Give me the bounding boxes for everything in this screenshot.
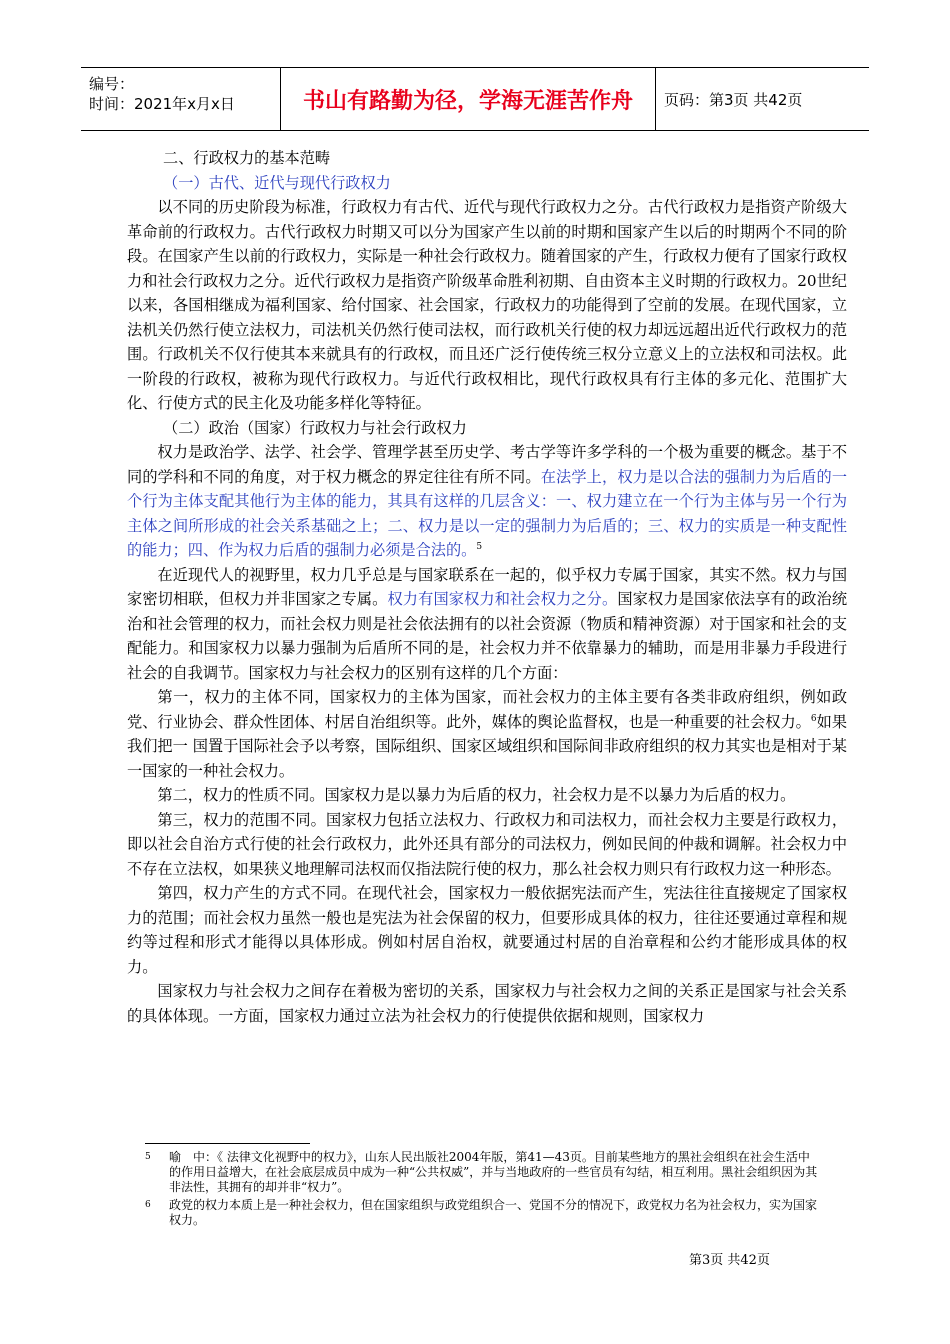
paragraph-3: [127, 563, 847, 686]
paragraph-3-text-c: 国家权力是国家依法享有的政治统治和社会管理的权力，而社会权力则是社会依法拥有的以社会资源（物质和精神资源）对于国家和社会的支配能力。和国家权力以暴力强制为后盾所不同的是，社会权力并不依靠暴力的辅助，而是用非暴力手段进行社会的自我调节。国家权力与社会权力的区别有这样的几个方面：: [127, 590, 848, 682]
paragraph-3-text-a: 在近现代人的视野里，权力几乎总是与国家联系在一起的，似乎权力专属于国家，其实不然。权力与国家密切相联，但权力并非国家之专属。: [127, 565, 847, 608]
footnote-text: 喻 中：《 法律文化视野中的权力》，山东人民出版社2004年版，第41—43页。目前某些地方的黑社会组织在社会生活中的作用日益增大，在社会底层成员中成为一种“公共权威”，并与当地政府的一些官员有勾结，相互利用。黑社会组织因为其非法性，其拥有的却并非“权力”。: [169, 1150, 818, 1194]
document-body: [127, 146, 847, 1028]
paragraph-7: 第四，权力产生的方式不同。在现代社会，国家权力一般依据宪法而产生，宪法往往直接规定了国家权力的范围；而社会权力虽然一般也是宪法为社会保留的权力，但要形成具体的权力，往往还要通过章程和规约等过程和形式才能得以具体形成。例如村居自治权，就要通过村居的自治章程和公约才能形成具体的权力。: [127, 884, 847, 976]
header-table: [81, 67, 869, 131]
paragraph-4: [127, 685, 847, 783]
section-title: 二、行政权力的基本范畴: [163, 149, 331, 167]
page-footer: 第3页 共42页: [689, 1253, 770, 1268]
paragraph-8: 国家权力与社会权力之间存在着极为密切的关系，国家权力与社会权力之间的关系正是国家与社会关系的具体体现。一方面，国家权力通过立法为社会权力的行使提供依据和规则，国家权力: [127, 982, 847, 1025]
header-meta: [81, 68, 281, 130]
paragraph-4-text-a: 第一，权力的主体不同，国家权力的主体为国家，而社会权力的主体主要有各类非政府组织，例如政党、行业协会、群众性团体、村居自治组织等。此外，媒体的舆论监督权，也是一种重要的社会权力。: [127, 688, 847, 731]
footnote-5: [145, 1150, 825, 1195]
footnote-number: 6: [145, 1200, 151, 1210]
number-label: 编号：: [89, 75, 135, 93]
page-code: 页码：第3页 共42页: [664, 90, 803, 109]
subsection-title-1: （一）古代、近代与现代行政权力: [163, 173, 391, 192]
footnote-text: 政党的权力本质上是一种社会权力，但在国家组织与政党组织合一、党国不分的情况下，政党权力名为社会权力，实为国家权力。: [169, 1198, 818, 1227]
footnote-number: 5: [145, 1152, 151, 1162]
paragraph-6: 第三，权力的范围不同。国家权力包括立法权力、行政权力和司法权力，而社会权力主要是行政权力，即以社会自治方式行使的社会行政权力，此外还具有部分的司法权力，例如民间的仲裁和调解。社会权力中不存在立法权，如果狭义地理解司法权而仅指法院行使的权力，那么社会权力则只有行政权力这一种形态。: [127, 810, 847, 878]
footnote-ref-6[interactable]: 6: [810, 713, 817, 724]
paragraph-3-highlight: 权力有国家权力和社会权力之分。: [387, 590, 618, 608]
footnote-ref-5[interactable]: 5: [476, 541, 483, 552]
paragraph-4-text-b: 如果我们把一 国置于国际社会予以考察，国际组织、国家区域组织和国际间非政府组织的权力其实也是相对于某一国家的一种社会权力。: [127, 712, 848, 780]
paragraph-2: [127, 440, 847, 563]
motto: 书山有路勤为径，学海无涯苦作舟: [281, 68, 656, 130]
paragraph-1: 以不同的历史阶段为标准，行政权力有古代、近代与现代行政权力之分。古代行政权力是指资产阶级大革命前的行政权力。古代行政权力时期又可以分为国家产生以前的时期和国家产生以后的时期两个不同的阶段。在国家产生以前的行政权力，实际是一种社会行政权力。随着国家的产生，行政权力便有了国家行政权力和社会行政权力之分。近代行政权力是指资产阶级革命胜利初期、自由资本主义时期的行政权力。20世纪以来，各国相继成为福利国家、给付国家、社会国家，行政权力的功能得到了空前的发展。在现代国家，立法机关仍然行使立法权力，司法机关仍然行使司法权，而行政机关行使的权力却远远超出近代行政权力的范围。行政机关不仅行使其本来就具有的行政权，而且还广泛行使传统三权分立意义上的立法权和司法权。此一阶段的行政权，被称为现代行政权力。与近代行政权相比，现代行政权具有行主体的多元化、范围扩大化、行使方式的民主化及功能多样化等特征。: [127, 198, 847, 412]
paragraph-5: 第二，权力的性质不同。国家权力是以暴力为后盾的权力，社会权力是不以暴力为后盾的权力。: [157, 786, 796, 804]
footnote-6: [145, 1198, 825, 1228]
footnote-divider: [145, 1143, 310, 1144]
subsection-title-2: （二）政治（国家）行政权力与社会行政权力: [163, 418, 467, 437]
paragraph-2-highlight: 在法学上，权力是以合法的强制力为后盾的一个行为主体支配其他行为主体的能力，其具有这样的几层含义：一、权力建立在一个行为主体与另一个行为主体之间所形成的社会关系基础之上；二、权力是以一定的强制力为后盾的；三、权力的实质是一种支配性的能力；四、作为权力后盾的强制力必须是合法的。: [127, 467, 848, 559]
time-label: 时间：2021年x月x日: [89, 95, 235, 113]
paragraph-2-text: 权力是政治学、法学、社会学、管理学甚至历史学、考古学等许多学科的一个极为重要的概念。基于不同的学科和不同的角度，对于权力概念的界定往往有所不同。: [127, 443, 847, 486]
